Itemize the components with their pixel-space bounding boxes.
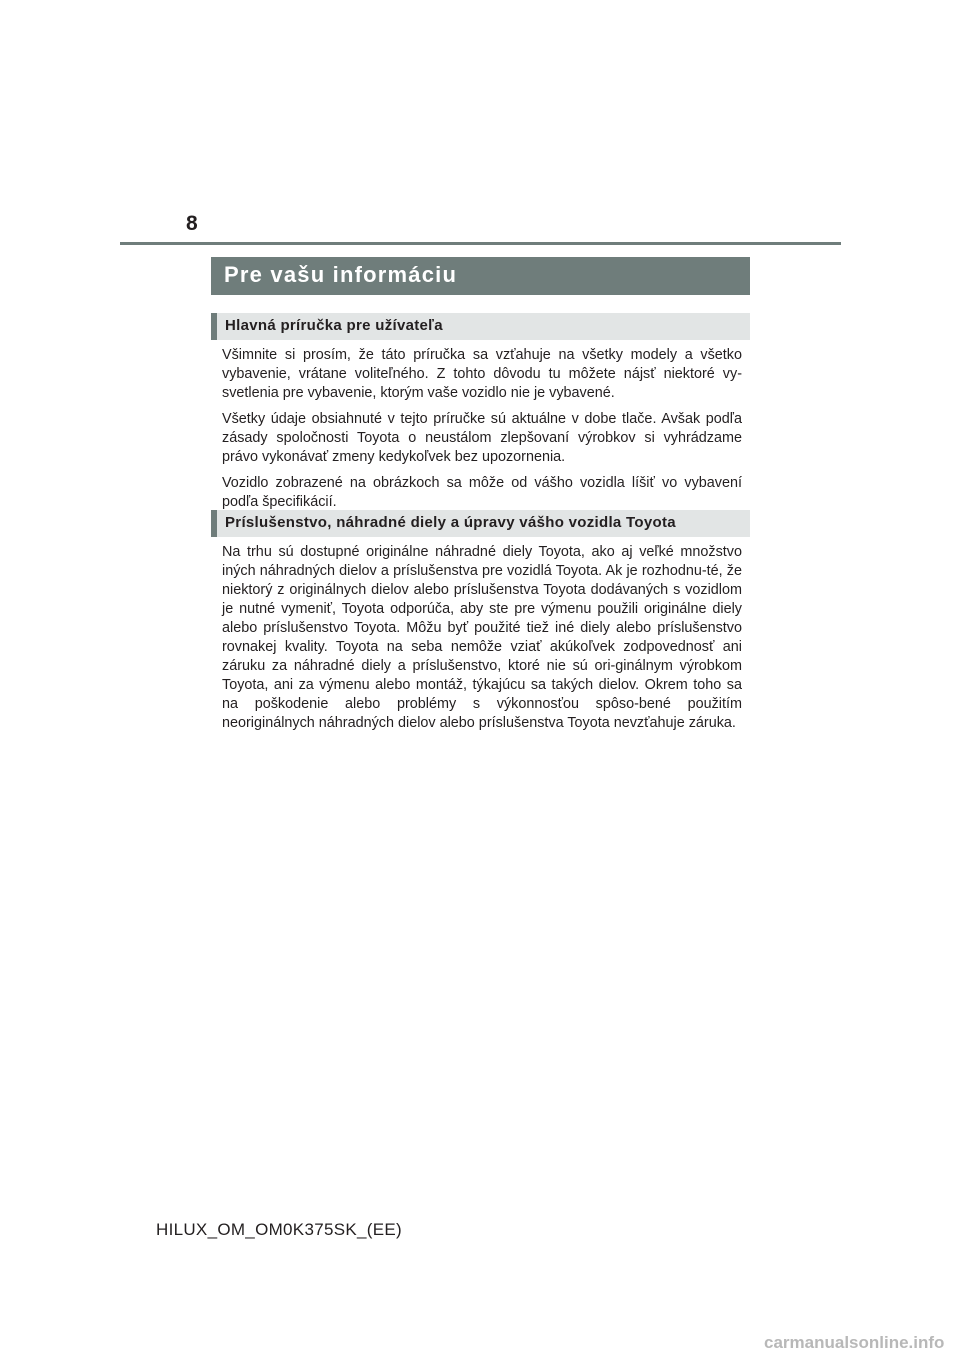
section-heading: Príslušenstvo, náhradné diely a úpravy vášho vozidla Toyota [211, 510, 750, 537]
paragraph: Všimnite si prosím, že táto príručka sa vzťahuje na všetky modely a všetko vybavenie, vrátane voliteľného. Z tohto dôvodu tu môžete nájsť niektoré vy-svetlenia pre vybavenie, ktorým vaše vozidlo nie je vybavené. [222, 347, 742, 401]
page-number: 8 [186, 212, 198, 235]
paragraph: Všetky údaje obsiahnuté v tejto príručke sú aktuálne v dobe tlače. Avšak podľa zásady spoločnosti Toyota o neustálom zlepšovaní výrobkov si vyhrádzame právo vykonávať zmeny kedykoľvek bez upozornenia. [222, 411, 742, 465]
paragraph: Vozidlo zobrazené na obrázkoch sa môže od vášho vozidla líšiť vo vybavení podľa špecifikácií. [222, 475, 742, 510]
page-title: Pre vašu informáciu [211, 257, 750, 295]
section-heading: Hlavná príručka pre užívateľa [211, 313, 750, 340]
watermark: carmanualsonline.info [764, 1333, 945, 1352]
header-rule [120, 242, 841, 245]
section-accessories [211, 510, 750, 740]
paragraph: Na trhu sú dostupné originálne náhradné diely Toyota, ako aj veľké množstvo iných náhradných dielov a príslušenstva pre vozidlá Toyota. Ak je rozhodnu-té, že niektorý z originálnych dielov alebo príslušenstva Toyota dodávaných s vozidlom je nutné vymeniť, Toyota odporúča, aby ste pre výmenu použili originálne diely alebo príslušenstvo Toyota. Môžu byť použité tiež iné diely alebo príslušenstvo rovnakej kvality. Toyota na seba nemôže vziať akúkoľvek zodpovednosť ani záruku za náhradné diely a príslušenstvo, ktoré nie sú ori-ginálnym výrobkom Toyota, ani za výmenu alebo montáž, týkajúcu sa takých dielov. Okrem toho sa na poškodenie alebo problémy s výkonnosťou spôso-bené použitím neoriginálnych náhradných dielov alebo príslušenstva Toyota nevzťahuje záruka. [222, 544, 742, 731]
section-user-manual [211, 313, 750, 519]
footer-document-code: HILUX_OM_OM0K375SK_(EE) [156, 1220, 402, 1239]
